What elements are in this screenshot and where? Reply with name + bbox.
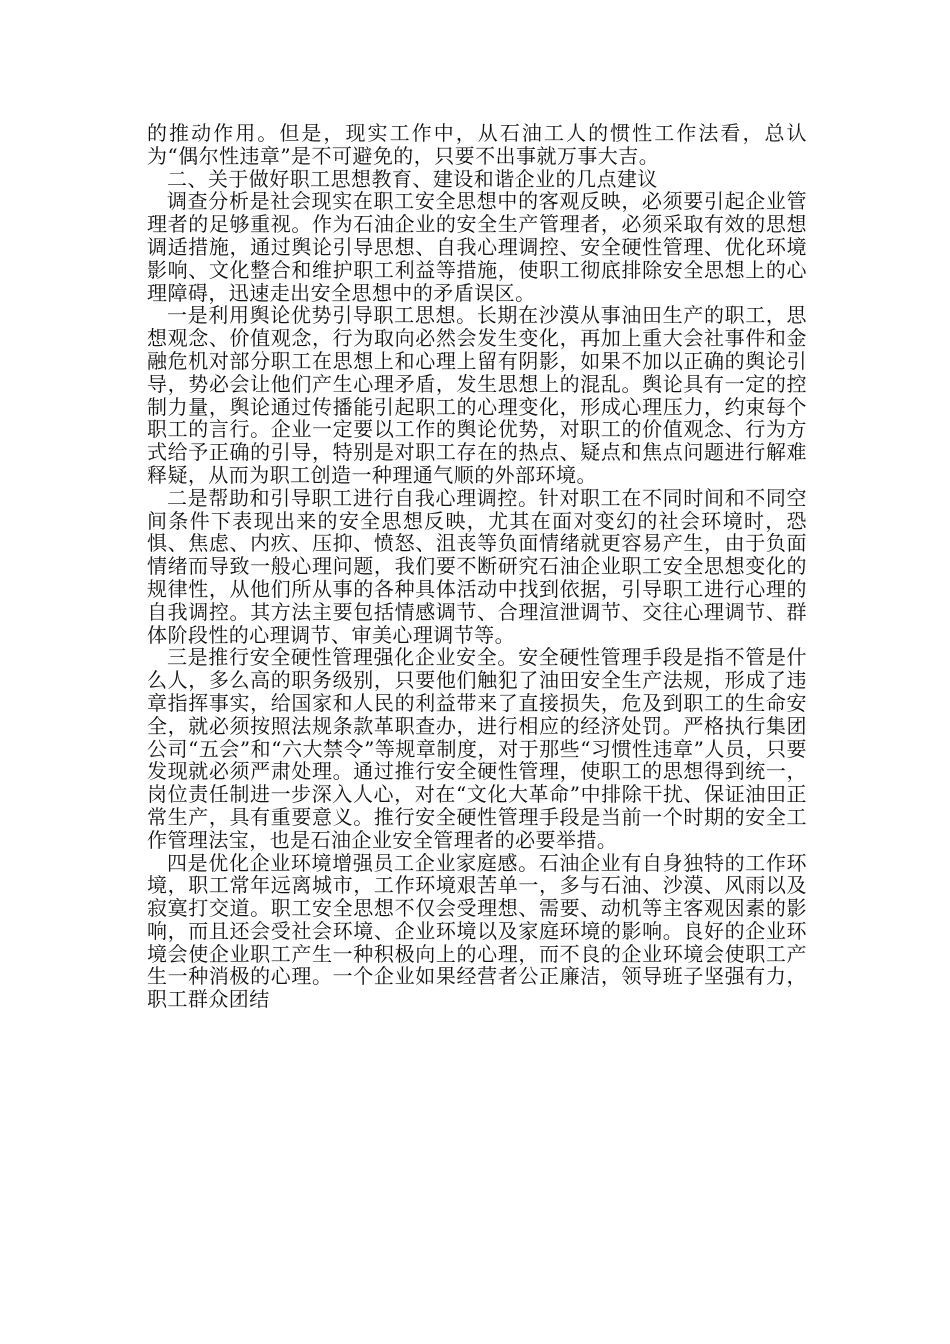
document-body [147,122,807,1011]
paragraph-suggestion-1: 一是利用舆论优势引导职工思想。长期在沙漠从事油田生产的职工，思想观念、价值观念，行为取向必然会发生变化，再加上重大会社事件和金融危机对部分职工在思想上和心理上留有阴影，如果不加以正确的舆论引导，势必会让他们产生心理矛盾，发生思想上的混乱。舆论具有一定的控制力量，舆论通过传播能引起职工的心理变化，形成心理压力，约束每个职工的言行。企业一定要以工作的舆论优势，对职工的价值观念、行为方式给予正确的引导，特别是对职工存在的热点、疑点和焦点问题进行解难释疑，从而为职工创造一种理通气顺的外部环境。 [147,303,807,487]
paragraph-suggestion-4: 四是优化企业环境增强员工企业家庭感。石油企业有自身独特的工作环境，职工常年远离城市，工作环境艰苦单一，多与石油、沙漠、风雨以及寂寞打交道。职工安全思想不仅会受理想、需要、动机等主客观因素的影响，而且还会受社会环境、企业环境以及家庭环境的影响。良好的企业环境会使企业职工产生一种积极向上的心理，而不良的企业环境会使职工产生一种消极的心理。一个企业如果经营者公正廉洁，领导班子坚强有力，职工群众团结 [147,850,807,1012]
paragraph-continuation: 的推动作用。但是，现实工作中，从石油工人的惯性工作法看，总认为“偶尔性违章”是不可避免的，只要不出事就万事大吉。 [147,121,807,168]
paragraph-intro: 调查分析是社会现实在职工安全思想中的客观反映，必须要引起企业管理者的足够重视。作为石油企业的安全生产管理者，必须采取有效的思想调适措施，通过舆论引导思想、自我心理调控、安全硬性管理、优化环境影响、文化整合和维护职工利益等措施，使职工彻底排除安全思想上的心理障碍，迅速走出安全思想中的矛盾误区。 [147,189,807,305]
paragraph-suggestion-3: 三是推行安全硬性管理强化企业安全。安全硬性管理手段是指不管是什么人，多么高的职务级别，只要他们触犯了油田安全生产法规，形成了违章指挥事实，给国家和人民的利益带来了直接损失，危及到职工的生命安全，就必须按照法规条款革职查办，进行相应的经济处罚。严格执行集团公司“五会”和“六大禁令”等规章制度，对于那些“习惯性违章”人员，只要发现就必须严肃处理。通过推行安全硬性管理，使职工的思想得到统一，岗位责任制进一步深入人心，对在“文化大革命”中排除干扰、保证油田正常生产，具有重要意义。推行安全硬性管理手段是当前一个时期的安全工作管理法宝，也是石油企业安全管理者的必要举措。 [147,645,807,852]
section-heading: 二、关于做好职工思想教育、建设和谐企业的几点建议 [167,166,658,191]
paragraph-suggestion-2: 二是帮助和引导职工进行自我心理调控。针对职工在不同时间和不同空间条件下表现出来的安全思想反映，尤其在面对变幻的社会环境时，恐惧、焦虑、内疚、压抑、愤怒、沮丧等负面情绪就更容易产生，由于负面情绪而导致一般心理问题，我们要不断研究石油企业职工安全思想变化的规律性，从他们所从事的各种具体活动中找到依据，引导职工进行心理的自我调控。其方法主要包括情感调节、合理渲泄调节、交往心理调节、群体阶段性的心理调节、审美心理调节等。 [147,485,807,647]
